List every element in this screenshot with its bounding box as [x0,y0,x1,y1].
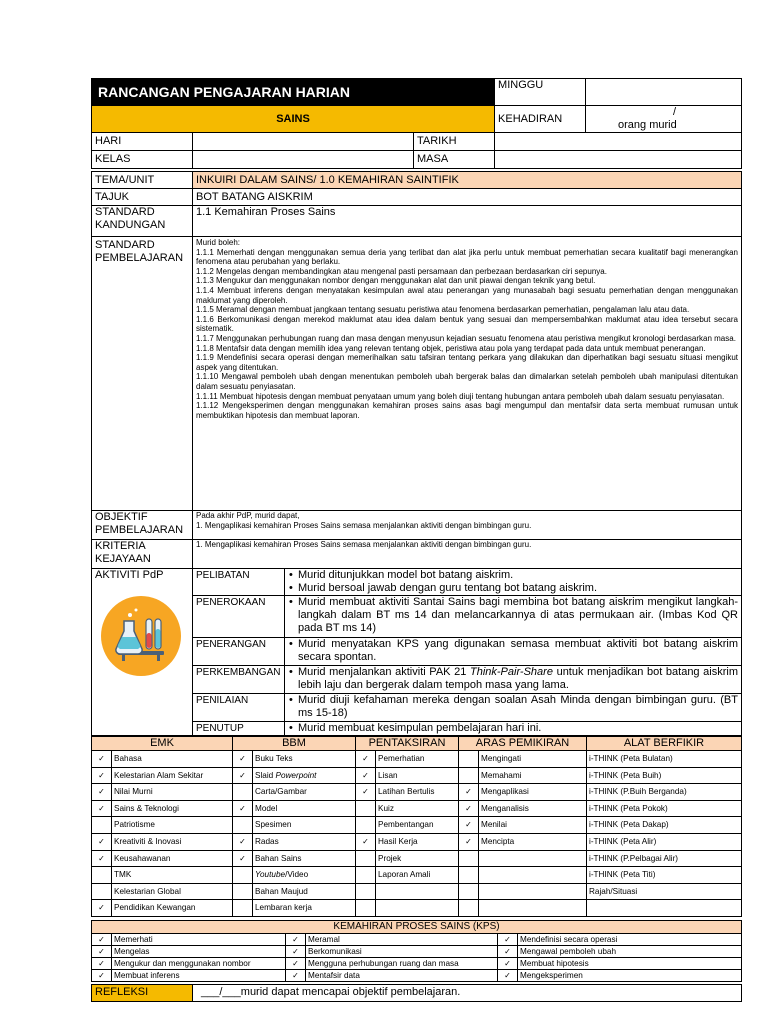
bbm-item-italic: Powerpoint [275,770,317,780]
pentaksiran-item: Laporan Amali [376,867,459,884]
kriteria-value: 1. Mengaplikasi kemahiran Proses Sains semasa menjalankan aktiviti dengan bimbingan guru. [193,540,742,569]
pentaksiran-item: Projek [376,850,459,867]
alat-item: i-THINK (Peta Dakap) [587,817,742,834]
check-cell[interactable] [356,850,376,867]
refleksi-content[interactable] [193,984,742,1001]
alat-item: i-THINK (P.Pelbagai Alir) [587,850,742,867]
step-name: PELIBATAN [193,569,285,596]
objektif-label [92,511,193,540]
kps-row [92,933,742,945]
kehadiran-label: KEHADIRAN [495,106,586,133]
refleksi-blank-2: ___ [222,986,241,999]
matrix-header-emk: EMK [92,737,233,751]
check-cell[interactable]: ✓ [498,933,518,945]
kehadiran-field[interactable] [586,106,742,133]
page-title: RANCANGAN PENGAJARAN HARIAN [92,79,495,106]
emk-item: Patriotisme [112,817,233,834]
pentaksiran-item: Pemerhatian [376,751,459,768]
check-cell[interactable]: ✓ [356,784,376,801]
sp-label-1: STANDARD [95,239,155,251]
check-cell[interactable] [459,867,479,884]
check-cell[interactable] [356,900,376,917]
check-cell[interactable]: ✓ [92,784,112,801]
aras-item: Menganalisis [479,800,587,817]
kriteria-label-2: KEJAYAAN [95,553,151,565]
check-cell[interactable]: ✓ [233,850,253,867]
step-bullet: • Murid diuji kefahaman mereka dengan soalan Asah Minda dengan bimbingan guru. (BT ms 15-18) [298,694,738,720]
sp-label-2: PEMBELAJARAN [95,252,184,264]
check-cell[interactable]: ✓ [356,767,376,784]
refleksi-label: REFLEKSI [92,984,193,1001]
check-cell[interactable]: ✓ [498,969,518,981]
emk-item: Sains & Teknologi [112,800,233,817]
check-cell[interactable] [233,900,253,917]
check-cell[interactable]: ✓ [92,900,112,917]
kps-table [91,920,742,982]
aktiviti-label: AKTIVITI PdP [95,569,164,581]
alat-item: Rajah/Situasi [587,883,742,900]
check-cell[interactable] [233,817,253,834]
sp-item: 1.1.12 Mengeksperimen dengan menggunakan kemahiran proses sains asas bagi mengumpul dan mentafsir data serta membuat rumusan untuk membuktikan hipotesis dan membuat laporan. [196,401,738,420]
pentaksiran-item: Lisan [376,767,459,784]
check-cell[interactable]: ✓ [233,833,253,850]
emk-item: Kelestarian Alam Sekitar [112,767,233,784]
check-cell[interactable]: ✓ [92,850,112,867]
hari-label: HARI [92,133,193,151]
matrix-row [92,850,742,867]
rph-form [91,78,741,1002]
bbm-item-text: Slaid [255,770,276,780]
step-name: PENUTUP [193,722,285,736]
check-cell[interactable]: ✓ [92,767,112,784]
matrix-row [92,867,742,884]
refleksi-text: murid dapat mencapai objektif pembelajaran. [240,986,461,999]
sp-item: 1.1.8 Mentafsir data dengan memilih idea yang relevan tentang objek, peristiwa atau pola yang terdapat pada data untuk membuat penerangan. [196,343,706,353]
check-cell[interactable] [459,883,479,900]
bbm-item: Bahan Maujud [253,883,356,900]
kps-row [92,957,742,969]
kps-item: Mentafsir data [306,969,498,981]
tajuk-label: TAJUK [92,189,193,206]
aras-item: Mencipta [479,833,587,850]
kehadiran-slash: / [672,106,677,118]
pentaksiran-item: Pembentangan [376,817,459,834]
kps-item: Mengawal pemboleh ubah [518,945,742,957]
check-cell[interactable] [233,883,253,900]
aktiviti-label-cell [92,569,193,736]
objektif-label-1: OBJEKTIF [95,511,148,523]
aras-item [479,883,587,900]
emk-item: Kelestarian Global [112,883,233,900]
sk-label-2: KANDUNGAN [95,219,166,231]
step-content [285,722,742,736]
check-cell[interactable]: ✓ [92,800,112,817]
check-cell[interactable]: ✓ [233,767,253,784]
step-bullet: • Murid membuat kesimpulan pembelajaran hari ini. [298,722,738,735]
sk-label-1: STANDARD [95,206,155,218]
sp-intro: Murid boleh: [196,238,241,247]
bbm-item: Spesimen [253,817,356,834]
objektif-content [193,511,742,540]
emk-item: Keusahawanan [112,850,233,867]
matrix-row [92,784,742,801]
kriteria-label [92,540,193,569]
sp-item: 1.1.11 Membuat hipotesis dengan membuat penyataan umum yang boleh diuji tentang hubungan antara pemboleh ubah dalam sesuatu penyiasatan. [196,391,725,401]
alat-item: i-THINK (Peta Titi) [587,867,742,884]
kps-item: Membuat hipotesis [518,957,742,969]
matrix-header-alat: ALAT BERFIKIR [587,737,742,751]
aras-item [479,867,587,884]
alat-item: i-THINK (Peta Bulatan) [587,751,742,768]
alat-item [587,900,742,917]
alat-item: i-THINK (Peta Buih) [587,767,742,784]
kps-item: Berkomunikasi [306,945,498,957]
check-cell[interactable] [92,867,112,884]
sp-item: 1.1.10 Mengawal pemboleh ubah dengan menentukan pemboleh ubah bergerak balas dan dimalarkan setelah pemboleh ubah manipulasi ditentukan dalam sesuatu penyiasatan. [196,372,738,391]
sp-item: 1.1.1 Memerhati dengan menggunakan semua deria yang terlibat dan alat jika perlu untuk membuat pemerhatian secara kualitatif bagi menerangkan fenomena atau perubahan yang berlaku. [196,247,738,267]
kps-item: Memerhati [112,933,286,945]
step-bullet: • Murid bersoal jawab dengan guru tentang bot batang aiskrim. [298,582,738,595]
check-cell[interactable]: ✓ [286,969,306,981]
masa-field[interactable] [495,151,742,169]
bbm-item: Carta/Gambar [253,784,356,801]
pentaksiran-item [376,883,459,900]
matrix-row [92,833,742,850]
sp-item: 1.1.4 Membuat inferens dengan menyatakan kesimpulan awal atau penerangan yang munasabah bagi sesuatu pemerhatian dengan menggunakan maklumat yang diperoleh. [196,285,738,305]
step-name: PENILAIAN [193,694,285,722]
aras-item: Menilai [479,817,587,834]
check-cell[interactable] [459,850,479,867]
sp-label [92,237,193,511]
matrix-row [92,817,742,834]
kps-item: Mendefinisi secara operasi [518,933,742,945]
step-content [285,638,742,666]
matrix-row [92,900,742,917]
matrix-row [92,800,742,817]
check-cell[interactable]: ✓ [459,817,479,834]
sp-item: 1.1.9 Mendefinisi secara operasi dengan memerihalkan satu tafsiran tentang perkara yang dilakukan dan diperhatikan bagi sesuatu situasi mengikut aspek yang ditentukan. [196,353,738,372]
science-flask-icon [100,595,182,681]
tarikh-label: TARIKH [414,133,495,151]
tajuk-value: BOT BATANG AISKRIM [193,189,742,206]
step-name: PENERANGAN [193,638,285,666]
aras-item: Mengingati [479,751,587,768]
check-cell[interactable] [459,767,479,784]
check-cell[interactable]: ✓ [233,751,253,768]
aras-item: Mengaplikasi [479,784,587,801]
header-table [91,78,742,169]
kehadiran-suffix: orang murid [618,119,677,131]
kps-item: Mengukur dan menggunakan nombor [112,957,286,969]
refleksi-blank-1: ___ [201,986,220,999]
check-cell[interactable]: ✓ [498,957,518,969]
kps-item: Mengelas [112,945,286,957]
check-cell[interactable] [356,817,376,834]
step-text: untuk menjadikan bot batang aiskrim lebih laju dan bergerak dalam tempoh masa yang lama. [298,666,739,691]
check-cell[interactable]: ✓ [498,945,518,957]
emk-item: Pendidikan Kewangan [112,900,233,917]
kps-item: Mengeksperimen [518,969,742,981]
bbm-item [253,767,356,784]
refleksi-table [91,984,742,1002]
check-cell[interactable]: ✓ [92,751,112,768]
alat-item: i-THINK (P.Buih Berganda) [587,784,742,801]
kps-row [92,969,742,981]
step-text-italic: Think-Pair-Share [470,666,553,678]
minggu-field[interactable] [586,79,742,106]
objektif-label-2: PEMBELAJARAN [95,524,184,536]
objektif-item: 1. Mengaplikasi kemahiran Proses Sains semasa menjalankan aktiviti dengan bimbingan guru. [196,520,532,530]
bbm-item: Lembaran kerja [253,900,356,917]
kps-item: Membuat inferens [112,969,286,981]
check-cell[interactable]: ✓ [92,957,112,969]
check-cell[interactable] [356,883,376,900]
objektif-intro: Pada akhir PdP, murid dapat, [196,511,300,520]
sk-value: 1.1 Kemahiran Proses Sains [193,206,742,237]
bbm-item: Buku Teks [253,751,356,768]
check-cell[interactable]: ✓ [459,800,479,817]
emk-item: Kreativiti & Inovasi [112,833,233,850]
check-cell[interactable]: ✓ [459,784,479,801]
masa-label: MASA [414,151,495,169]
check-cell[interactable]: ✓ [92,933,112,945]
kps-item: Meramal [306,933,498,945]
bbm-item: Radas [253,833,356,850]
matrix-table [91,736,742,917]
check-cell[interactable]: ✓ [92,945,112,957]
sp-item: 1.1.2 Mengelas dengan membandingkan atau mengenal pasti persamaan dan perbezaan berdasarkan ciri sepunya. [196,266,607,276]
matrix-row [92,767,742,784]
sp-item: 1.1.5 Meramal dengan membuat jangkaan tentang sesuatu peristiwa atau fenomena berdasarkan pemerhatian, pengalaman lalu atau data. [196,305,690,315]
content-table [91,171,742,736]
check-cell[interactable] [459,900,479,917]
sp-item: 1.1.6 Berkomunikasi dengan merekod maklumat atau idea dalam bentuk yang sesuai dan mempersembahkan maklumat atau idea tersebut secara sistematik. [196,314,738,334]
check-cell[interactable]: ✓ [459,833,479,850]
step-text: Murid menjalankan aktiviti PAK 21 [298,666,470,678]
kps-item: Mengguna perhubungan ruang dan masa [306,957,498,969]
sp-item: 1.1.7 Menggunakan perhubungan ruang dan masa dengan menyusun kejadian sesuatu fenomena atau peristiwa mengikut kronologi berdasarkan masa. [196,333,736,343]
bbm-item [253,867,356,884]
matrix-row [92,883,742,900]
pentaksiran-item: Hasil Kerja [376,833,459,850]
pentaksiran-item: Latihan Bertulis [376,784,459,801]
bbm-item: Model [253,800,356,817]
kriteria-label-1: KRITERIA [95,540,146,552]
aras-item: Memahami [479,767,587,784]
tema-value: INKUIRI DALAM SAINS/ 1.0 KEMAHIRAN SAINTIFIK [193,172,742,189]
step-content [285,694,742,722]
matrix-row [92,751,742,768]
alat-item: i-THINK (Peta Pokok) [587,800,742,817]
check-cell[interactable]: ✓ [356,833,376,850]
check-cell[interactable] [356,800,376,817]
step-bullet [298,666,738,692]
check-cell[interactable] [233,867,253,884]
emk-item: Bahasa [112,751,233,768]
bbm-item-text: /Video [285,870,309,880]
step-content [285,666,742,694]
tema-label: TEMA/UNIT [92,172,193,189]
kelas-label: KELAS [92,151,193,169]
check-cell[interactable] [459,751,479,768]
check-cell[interactable]: ✓ [286,945,306,957]
check-cell[interactable]: ✓ [286,957,306,969]
check-cell[interactable]: ✓ [92,969,112,981]
pentaksiran-item [376,900,459,917]
check-cell[interactable] [92,883,112,900]
check-cell[interactable]: ✓ [356,751,376,768]
tarikh-field[interactable] [495,133,742,151]
step-bullet: • Murid menyatakan KPS yang digunakan semasa membuat aktiviti bot batang aiskrim secara spontan. [298,638,738,664]
kps-row [92,945,742,957]
bbm-item-italic: Youtube [255,870,286,880]
matrix-header-bbm: BBM [233,737,356,751]
step-content [285,569,742,596]
check-cell[interactable] [233,784,253,801]
kelas-field[interactable] [193,151,414,169]
subject-banner: SAINS [92,106,495,133]
sp-item: 1.1.3 Mengukur dan menggunakan nombor dengan menggunakan alat dan unit piawai dengan teknik yang betul. [196,276,596,286]
step-bullet: • Murid membuat aktiviti Santai Sains bagi membina bot batang aiskrim mengikut langkah-langkah dalam BT ms 14 dan melancarkannya di atas permukaan air. (Imbas Kod QR pada BT ms 14) [298,596,738,635]
emk-item: TMK [112,867,233,884]
bbm-item: Bahan Sains [253,850,356,867]
matrix-header-pentaksiran: PENTAKSIRAN [356,737,459,751]
step-content [285,596,742,638]
kps-title: KEMAHIRAN PROSES SAINS (KPS) [92,920,742,933]
step-name: PENEROKAAN [193,596,285,638]
emk-item: Nilai Murni [112,784,233,801]
check-cell[interactable]: ✓ [92,833,112,850]
alat-item: i-THINK (Peta Alir) [587,833,742,850]
pentaksiran-item: Kuiz [376,800,459,817]
aras-item [479,850,587,867]
step-bullet: • Murid ditunjukkan model bot batang aiskrim. [298,569,738,582]
hari-field[interactable] [193,133,414,151]
minggu-label: MINGGU [495,79,586,106]
aras-item [479,900,587,917]
sk-label [92,206,193,237]
step-name: PERKEMBANGAN [193,666,285,694]
check-cell[interactable]: ✓ [286,933,306,945]
check-cell[interactable] [356,867,376,884]
check-cell[interactable]: ✓ [233,800,253,817]
refleksi-slash: / [219,986,223,999]
check-cell[interactable] [92,817,112,834]
matrix-header-aras: ARAS PEMIKIRAN [459,737,587,751]
sp-content [193,237,742,511]
